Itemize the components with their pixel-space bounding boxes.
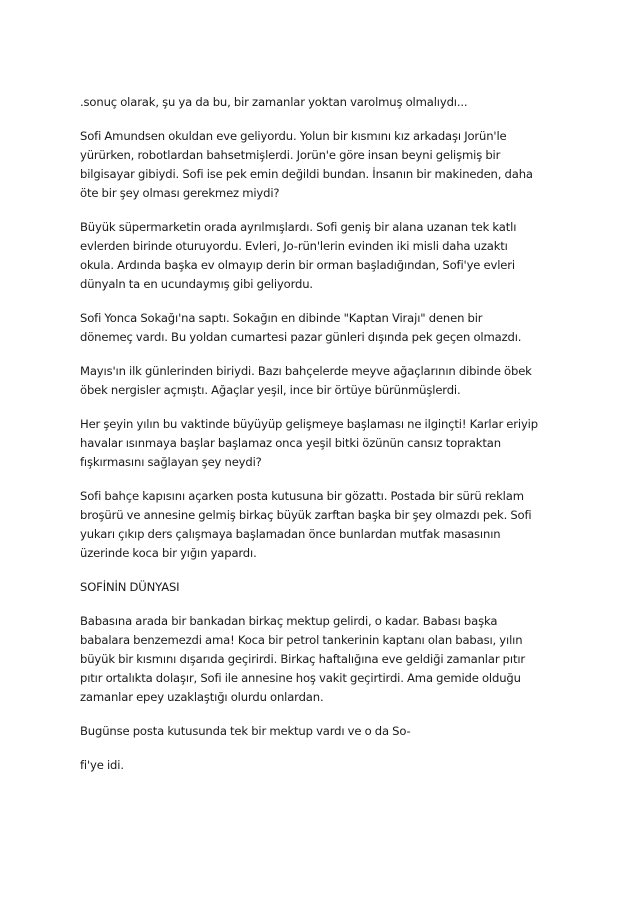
text-line: yukarı çıkıp ders çalışmaya başlamadan önce bunlardan mutfak masasının	[80, 527, 501, 541]
paragraph	[80, 309, 565, 347]
text-line: .sonuç olarak, şu ya da bu, bir zamanlar yoktan varolmuş olmalıydı...	[80, 95, 468, 109]
text-line: dünyaln ta en ucundaymış gibi geliyordu.	[80, 277, 313, 291]
text-line: Bugünse posta kutusunda tek bir mektup vardı ve o da So-	[80, 724, 411, 738]
text-line: yürürken, robotlardan bahsetmişlerdi. Jorün'e göre insan beyni gelişmiş bir	[80, 148, 501, 162]
text-line: fi'ye idi.	[80, 758, 124, 772]
text-line: SOFİNİN DÜNYASI	[80, 580, 180, 594]
text-line: Her şeyin yılın bu vaktinde büyüyüp gelişmeye başlaması ne ilginçti! Karlar eriyip	[80, 417, 538, 431]
text-line: büyük bir kısmını dışarıda geçirirdi. Birkaç haftalığına eve geldiği zamanlar pıtır	[80, 652, 526, 666]
paragraph	[80, 362, 565, 400]
paragraph	[80, 93, 565, 112]
paragraph	[80, 756, 565, 775]
text-line: Sofi bahçe kapısını açarken posta kutusuna bir gözattı. Postada bir sürü reklam	[80, 489, 524, 503]
text-line: bilgisayar gibiydi. Sofi ise pek emin değildi bundan. İnsanın bir makineden, daha	[80, 167, 533, 181]
text-line: pıtır ortalıkta dolaşır, Sofi ile annesine hoş vakit geçirtirdi. Ama gemide olduğu	[80, 671, 521, 685]
text-line: evlerden birinde oturuyordu. Evleri, Jo-rün'lerin evinden iki misli daha uzaktı	[80, 239, 508, 253]
text-line: dönemeç vardı. Bu yoldan cumartesi pazar günleri dışında pek geçen olmazdı.	[80, 330, 522, 344]
text-line: Büyük süpermarketin orada ayrılmışlardı. Sofi geniş bir alana uzanan tek katlı	[80, 220, 517, 234]
text-line: babalara benzemezdi ama! Koca bir petrol tankerinin kaptanı olan babası, yılın	[80, 633, 523, 647]
text-line: fışkırmasını sağlayan şey neydi?	[80, 455, 262, 469]
text-line: havalar ısınmaya başlar başlamaz onca yeşil bitki özünün cansız topraktan	[80, 436, 501, 450]
text-line: öte bir şey olması gerekmez miydi?	[80, 186, 280, 200]
text-line: Sofi Yonca Sokağı'na saptı. Sokağın en dibinde "Kaptan Virajı" denen bir	[80, 311, 483, 325]
text-line: broşürü ve annesine gelmiş birkaç büyük zarftan başka bir şey olmazdı pek. Sofi	[80, 508, 532, 522]
paragraph	[80, 218, 565, 294]
paragraph	[80, 722, 565, 741]
text-line: öbek nergisler açmıştı. Ağaçlar yeşil, ince bir örtüye bürünmüşlerdi.	[80, 383, 461, 397]
text-line: üzerinde koca bir yığın yapardı.	[80, 546, 257, 560]
text-line: okula. Ardında başka ev olmayıp derin bir orman başladığından, Sofi'ye evleri	[80, 258, 515, 272]
text-line: Sofi Amundsen okuldan eve geliyordu. Yolun bir kısmını kız arkadaşı Jorün'le	[80, 129, 507, 143]
text-line: Mayıs'ın ilk günlerinden biriydi. Bazı bahçelerde meyve ağaçlarının dibinde öbek	[80, 364, 532, 378]
text-line: Babasına arada bir bankadan birkaç mektup gelirdi, o kadar. Babası başka	[80, 614, 498, 628]
paragraph	[80, 487, 565, 563]
section-heading	[80, 578, 565, 597]
document-body	[80, 93, 565, 790]
paragraph	[80, 415, 565, 472]
paragraph	[80, 612, 565, 707]
paragraph	[80, 127, 565, 203]
text-line: zamanlar epey uzaklaştığı olurdu onlardan.	[80, 690, 324, 704]
